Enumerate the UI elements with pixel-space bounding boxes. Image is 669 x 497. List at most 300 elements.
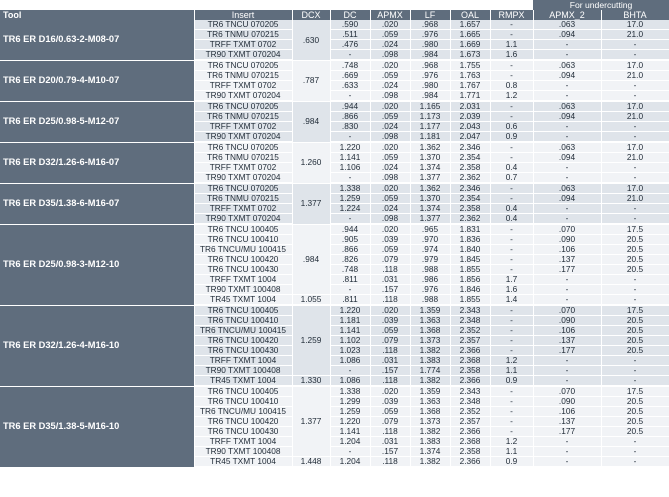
oal-cell: 2.043 [450, 122, 490, 132]
apmx-cell: .118 [370, 427, 410, 437]
apmx2-cell: - [533, 173, 601, 184]
apmx-cell: .020 [370, 60, 410, 71]
dc-cell: .811 [330, 275, 370, 285]
dc-cell: 1.102 [330, 336, 370, 346]
apmx2-cell: .063 [533, 60, 601, 71]
oal-cell: 1.657 [450, 20, 490, 30]
lf-cell: .984 [410, 91, 450, 102]
apmx-cell: .020 [370, 224, 410, 235]
rmpx-cell: - [490, 386, 533, 397]
oal-cell: 2.368 [450, 356, 490, 366]
table-body [0, 20, 669, 467]
dcx-cell: .630 [292, 20, 330, 60]
rmpx-cell: 0.4 [490, 214, 533, 225]
oal-cell: 1.831 [450, 224, 490, 235]
lf-cell: .970 [410, 235, 450, 245]
bhta-cell: - [601, 81, 669, 91]
bhta-cell: 21.0 [601, 194, 669, 204]
bhta-cell: 17.0 [601, 183, 669, 194]
dc-cell: 1.338 [330, 386, 370, 397]
rmpx-cell: - [490, 30, 533, 40]
oal-cell: 1.771 [450, 91, 490, 102]
rmpx-cell: 1.2 [490, 437, 533, 447]
col-lf: LF [410, 10, 450, 20]
dc-cell: .830 [330, 122, 370, 132]
lf-cell: 1.382 [410, 346, 450, 356]
lf-cell: .968 [410, 20, 450, 30]
apmx-cell: .059 [370, 407, 410, 417]
dc-cell: 1.220 [330, 305, 370, 316]
bhta-cell: 17.5 [601, 224, 669, 235]
bhta-cell: - [601, 163, 669, 173]
lf-cell: 1.359 [410, 386, 450, 397]
dc-cell: 1.338 [330, 183, 370, 194]
apmx-cell: .024 [370, 163, 410, 173]
dc-cell: .944 [330, 101, 370, 112]
header-spacer [0, 0, 533, 10]
insert-cell: TR6 TNCU 070205 [194, 101, 292, 112]
oal-cell: 2.362 [450, 214, 490, 225]
bhta-cell: - [601, 132, 669, 143]
rmpx-cell: 1.1 [490, 40, 533, 50]
bhta-cell: - [601, 173, 669, 184]
header-row-top [0, 0, 669, 10]
lf-cell: 1.373 [410, 417, 450, 427]
insert-cell: TR6 TNCU 100405 [194, 386, 292, 397]
apmx-cell: .020 [370, 305, 410, 316]
apmx-cell: .020 [370, 142, 410, 153]
apmx-cell: .118 [370, 457, 410, 468]
rmpx-cell: - [490, 305, 533, 316]
apmx-cell: .039 [370, 397, 410, 407]
oal-cell: 2.354 [450, 194, 490, 204]
apmx2-cell: - [533, 204, 601, 214]
apmx2-cell: - [533, 81, 601, 91]
table-row [0, 386, 669, 397]
dc-cell: .633 [330, 81, 370, 91]
rmpx-cell: 0.9 [490, 132, 533, 143]
dcx-cell: 1.260 [292, 142, 330, 183]
apmx-cell: .020 [370, 386, 410, 397]
apmx-cell: .024 [370, 81, 410, 91]
bhta-cell: 20.5 [601, 326, 669, 336]
apmx2-cell: .094 [533, 71, 601, 81]
oal-cell: 2.357 [450, 417, 490, 427]
col-apmx: APMX [370, 10, 410, 20]
tool-name: TR6 ER D35/1.38-5-M16-10 [0, 386, 194, 467]
undercutting-label: For undercutting [533, 0, 669, 10]
lf-cell: 1.359 [410, 305, 450, 316]
apmx-cell: .118 [370, 295, 410, 306]
oal-cell: 1.855 [450, 295, 490, 306]
apmx2-cell: .094 [533, 153, 601, 163]
dc-cell: 1.141 [330, 427, 370, 437]
insert-cell: TR90 TXMT 070204 [194, 173, 292, 184]
rmpx-cell: - [490, 397, 533, 407]
insert-cell: TR6 TNCU 100430 [194, 346, 292, 356]
col-tool: Tool [0, 10, 194, 20]
lf-cell: .974 [410, 245, 450, 255]
bhta-cell: - [601, 447, 669, 457]
dc-cell: .866 [330, 112, 370, 122]
dc-cell: - [330, 132, 370, 143]
insert-cell: TR6 TNCU 100430 [194, 427, 292, 437]
apmx2-cell: .106 [533, 407, 601, 417]
lf-cell: 1.177 [410, 122, 450, 132]
insert-cell: TR45 TXMT 1004 [194, 376, 292, 387]
rmpx-cell: - [490, 427, 533, 437]
oal-cell: 2.358 [450, 447, 490, 457]
apmx-cell: .059 [370, 245, 410, 255]
bhta-cell: 21.0 [601, 71, 669, 81]
rmpx-cell: - [490, 417, 533, 427]
lf-cell: 1.362 [410, 183, 450, 194]
apmx-cell: .059 [370, 326, 410, 336]
bhta-cell: - [601, 275, 669, 285]
dcx-cell: 1.055 [292, 295, 330, 306]
dc-cell: 1.220 [330, 417, 370, 427]
oal-cell: 2.343 [450, 305, 490, 316]
bhta-cell: - [601, 295, 669, 306]
lf-cell: 1.165 [410, 101, 450, 112]
col-rmpx: RMPX [490, 10, 533, 20]
lf-cell: .976 [410, 285, 450, 295]
lf-cell: .988 [410, 265, 450, 275]
apmx2-cell: .070 [533, 224, 601, 235]
rmpx-cell: 0.9 [490, 457, 533, 468]
rmpx-cell: 1.7 [490, 275, 533, 285]
rmpx-cell: - [490, 407, 533, 417]
bhta-cell: 20.5 [601, 235, 669, 245]
rmpx-cell: 1.6 [490, 285, 533, 295]
bhta-cell: - [601, 91, 669, 102]
dc-cell: 1.204 [330, 437, 370, 447]
apmx-cell: .039 [370, 316, 410, 326]
dc-cell: 1.086 [330, 376, 370, 387]
oal-cell: 1.763 [450, 71, 490, 81]
oal-cell: 2.343 [450, 386, 490, 397]
apmx-cell: .059 [370, 153, 410, 163]
rmpx-cell: - [490, 153, 533, 163]
oal-cell: 2.357 [450, 336, 490, 346]
apmx2-cell: .137 [533, 255, 601, 265]
lf-cell: .965 [410, 224, 450, 235]
oal-cell: 2.354 [450, 153, 490, 163]
dcx-cell: 1.330 [292, 376, 330, 387]
col-dc: DC [330, 10, 370, 20]
apmx2-cell: .063 [533, 20, 601, 30]
apmx-cell: .039 [370, 235, 410, 245]
rmpx-cell: - [490, 265, 533, 275]
oal-cell: 1.856 [450, 275, 490, 285]
lf-cell: 1.374 [410, 447, 450, 457]
bhta-cell: 21.0 [601, 112, 669, 122]
insert-cell: TR6 TNCU 100420 [194, 336, 292, 346]
col-apmx-2: APMX_2 [533, 10, 601, 20]
apmx2-cell: .137 [533, 336, 601, 346]
dc-cell: 1.259 [330, 407, 370, 417]
apmx2-cell: - [533, 122, 601, 132]
dc-cell: .811 [330, 295, 370, 306]
rmpx-cell: - [490, 245, 533, 255]
apmx2-cell: - [533, 132, 601, 143]
dc-cell: .590 [330, 20, 370, 30]
rmpx-cell: 0.6 [490, 122, 533, 132]
insert-cell: TR6 TNCU 100420 [194, 255, 292, 265]
dc-cell: 1.106 [330, 163, 370, 173]
bhta-cell: 20.5 [601, 407, 669, 417]
insert-cell: TR90 TXMT 100408 [194, 447, 292, 457]
apmx-cell: .031 [370, 356, 410, 366]
lf-cell: 1.173 [410, 112, 450, 122]
insert-cell: TR6 TNCU/MU 100415 [194, 326, 292, 336]
rmpx-cell: - [490, 142, 533, 153]
insert-cell: TRFF TXMT 0702 [194, 81, 292, 91]
dc-cell: .669 [330, 71, 370, 81]
rmpx-cell: - [490, 224, 533, 235]
insert-cell: TR6 TNCU 100410 [194, 316, 292, 326]
bhta-cell: - [601, 457, 669, 468]
lf-cell: 1.370 [410, 153, 450, 163]
apmx-cell: .118 [370, 346, 410, 356]
rmpx-cell: 0.4 [490, 163, 533, 173]
apmx2-cell: - [533, 40, 601, 50]
lf-cell: 1.382 [410, 376, 450, 387]
lf-cell: 1.382 [410, 427, 450, 437]
dc-cell: - [330, 214, 370, 225]
apmx-cell: .020 [370, 183, 410, 194]
tool-name: TR6 ER D20/0.79-4-M10-07 [0, 60, 194, 101]
dc-cell: .748 [330, 265, 370, 275]
apmx2-cell: - [533, 366, 601, 376]
apmx-cell: .098 [370, 132, 410, 143]
table-row [0, 20, 669, 30]
bhta-cell: 20.5 [601, 397, 669, 407]
bhta-cell: 17.0 [601, 101, 669, 112]
oal-cell: 1.669 [450, 40, 490, 50]
bhta-cell: 17.5 [601, 305, 669, 316]
lf-cell: 1.383 [410, 437, 450, 447]
lf-cell: 1.363 [410, 316, 450, 326]
apmx-cell: .098 [370, 50, 410, 61]
insert-cell: TR6 TNMU 070215 [194, 71, 292, 81]
apmx2-cell: - [533, 50, 601, 61]
apmx-cell: .098 [370, 91, 410, 102]
apmx-cell: .024 [370, 40, 410, 50]
insert-cell: TR6 TNCU 100430 [194, 265, 292, 275]
oal-cell: 1.673 [450, 50, 490, 61]
apmx2-cell: .090 [533, 316, 601, 326]
apmx-cell: .059 [370, 194, 410, 204]
oal-cell: 2.368 [450, 437, 490, 447]
insert-cell: TR45 TXMT 1004 [194, 295, 292, 306]
insert-cell: TRFF TXMT 1004 [194, 437, 292, 447]
oal-cell: 2.362 [450, 173, 490, 184]
apmx2-cell: - [533, 295, 601, 306]
dc-cell: 1.299 [330, 397, 370, 407]
apmx-cell: .059 [370, 112, 410, 122]
dc-cell: - [330, 447, 370, 457]
bhta-cell: - [601, 122, 669, 132]
dc-cell: - [330, 285, 370, 295]
rmpx-cell: - [490, 60, 533, 71]
apmx-cell: .031 [370, 437, 410, 447]
apmx-cell: .118 [370, 265, 410, 275]
apmx-cell: .079 [370, 336, 410, 346]
insert-cell: TR6 TNCU/MU 100415 [194, 245, 292, 255]
table-row [0, 60, 669, 71]
oal-cell: 2.358 [450, 163, 490, 173]
dc-cell: - [330, 173, 370, 184]
oal-cell: 2.358 [450, 366, 490, 376]
insert-cell: TR45 TXMT 1004 [194, 457, 292, 468]
dc-cell: .748 [330, 60, 370, 71]
dc-cell: 1.220 [330, 142, 370, 153]
dc-cell: .866 [330, 245, 370, 255]
insert-cell: TRFF TXMT 0702 [194, 122, 292, 132]
insert-cell: TR90 TXMT 070204 [194, 214, 292, 225]
apmx2-cell: .070 [533, 305, 601, 316]
insert-cell: TR6 TNCU/MU 100415 [194, 407, 292, 417]
apmx-cell: .079 [370, 417, 410, 427]
insert-cell: TRFF TXMT 0702 [194, 40, 292, 50]
rmpx-cell: 1.6 [490, 50, 533, 61]
bhta-cell: 20.5 [601, 245, 669, 255]
apmx2-cell: .090 [533, 397, 601, 407]
apmx-cell: .024 [370, 204, 410, 214]
apmx2-cell: - [533, 285, 601, 295]
bhta-cell: 17.5 [601, 386, 669, 397]
lf-cell: .976 [410, 30, 450, 40]
dcx-cell: .787 [292, 60, 330, 101]
apmx-cell: .098 [370, 214, 410, 225]
tool-name: TR6 ER D32/1.26-6-M16-07 [0, 142, 194, 183]
table-row [0, 305, 669, 316]
lf-cell: 1.373 [410, 336, 450, 346]
oal-cell: 2.031 [450, 101, 490, 112]
apmx-cell: .079 [370, 255, 410, 265]
bhta-cell: 17.0 [601, 20, 669, 30]
oal-cell: 2.366 [450, 457, 490, 468]
rmpx-cell: - [490, 326, 533, 336]
bhta-cell: 20.5 [601, 316, 669, 326]
dc-cell: 1.086 [330, 356, 370, 366]
bhta-cell: 17.0 [601, 142, 669, 153]
bhta-cell: - [601, 214, 669, 225]
apmx-cell: .059 [370, 71, 410, 81]
bhta-cell: - [601, 204, 669, 214]
dc-cell: - [330, 91, 370, 102]
bhta-cell: - [601, 356, 669, 366]
lf-cell: .988 [410, 295, 450, 306]
oal-cell: 2.348 [450, 316, 490, 326]
rmpx-cell: - [490, 71, 533, 81]
lf-cell: 1.374 [410, 204, 450, 214]
rmpx-cell: 0.9 [490, 376, 533, 387]
apmx-cell: .157 [370, 447, 410, 457]
lf-cell: .986 [410, 275, 450, 285]
insert-cell: TR6 TNCU 070205 [194, 20, 292, 30]
insert-cell: TR90 TXMT 100408 [194, 366, 292, 376]
apmx2-cell: .063 [533, 101, 601, 112]
lf-cell: 1.377 [410, 214, 450, 225]
apmx2-cell: .106 [533, 245, 601, 255]
oal-cell: 2.366 [450, 376, 490, 387]
bhta-cell: 20.5 [601, 265, 669, 275]
apmx-cell: .157 [370, 366, 410, 376]
table-row [0, 101, 669, 112]
rmpx-cell: - [490, 194, 533, 204]
apmx2-cell: - [533, 275, 601, 285]
apmx2-cell: .177 [533, 346, 601, 356]
insert-cell: TR6 TNCU 070205 [194, 183, 292, 194]
apmx2-cell: - [533, 356, 601, 366]
rmpx-cell: - [490, 235, 533, 245]
oal-cell: 1.755 [450, 60, 490, 71]
rmpx-cell: 1.2 [490, 356, 533, 366]
table-row [0, 183, 669, 194]
rmpx-cell: - [490, 101, 533, 112]
dcx-cell: .984 [292, 101, 330, 142]
tool-name: TR6 ER D16/0.63-2-M08-07 [0, 20, 194, 60]
insert-cell: TR6 TNMU 070215 [194, 30, 292, 40]
lf-cell: 1.368 [410, 326, 450, 336]
header-row [0, 10, 669, 20]
lf-cell: 1.363 [410, 397, 450, 407]
apmx2-cell: .106 [533, 326, 601, 336]
bhta-cell: 20.5 [601, 346, 669, 356]
dc-cell: .826 [330, 255, 370, 265]
oal-cell: 2.047 [450, 132, 490, 143]
bhta-cell: 21.0 [601, 30, 669, 40]
dc-cell: 1.224 [330, 204, 370, 214]
lf-cell: 1.382 [410, 457, 450, 468]
oal-cell: 1.845 [450, 255, 490, 265]
apmx-cell: .118 [370, 376, 410, 387]
dc-cell: 1.141 [330, 153, 370, 163]
apmx2-cell: .090 [533, 235, 601, 245]
apmx2-cell: - [533, 447, 601, 457]
tool-name: TR6 ER D25/0.98-3-M12-10 [0, 224, 194, 305]
dc-cell: 1.141 [330, 326, 370, 336]
dc-cell: - [330, 366, 370, 376]
apmx2-cell: .094 [533, 112, 601, 122]
apmx-cell: .059 [370, 30, 410, 40]
rmpx-cell: 1.2 [490, 91, 533, 102]
insert-cell: TR6 TNCU 070205 [194, 60, 292, 71]
dc-cell: .944 [330, 224, 370, 235]
oal-cell: 2.352 [450, 326, 490, 336]
apmx-cell: .020 [370, 20, 410, 30]
insert-cell: TRFF TXMT 0702 [194, 204, 292, 214]
col-dcx: DCX [292, 10, 330, 20]
bhta-cell: 20.5 [601, 336, 669, 346]
insert-cell: TR6 TNCU 100405 [194, 224, 292, 235]
apmx2-cell: .070 [533, 386, 601, 397]
lf-cell: .980 [410, 81, 450, 91]
insert-cell: TR6 TNMU 070215 [194, 112, 292, 122]
insert-cell: TR90 TXMT 100408 [194, 285, 292, 295]
col-insert: Insert [194, 10, 292, 20]
rmpx-cell: 0.7 [490, 173, 533, 184]
bhta-cell: - [601, 285, 669, 295]
bhta-cell: 20.5 [601, 255, 669, 265]
table-row [0, 224, 669, 235]
apmx2-cell: .094 [533, 194, 601, 204]
dc-cell: .511 [330, 30, 370, 40]
insert-cell: TRFF TXMT 0702 [194, 163, 292, 173]
rmpx-cell: 1.4 [490, 295, 533, 306]
